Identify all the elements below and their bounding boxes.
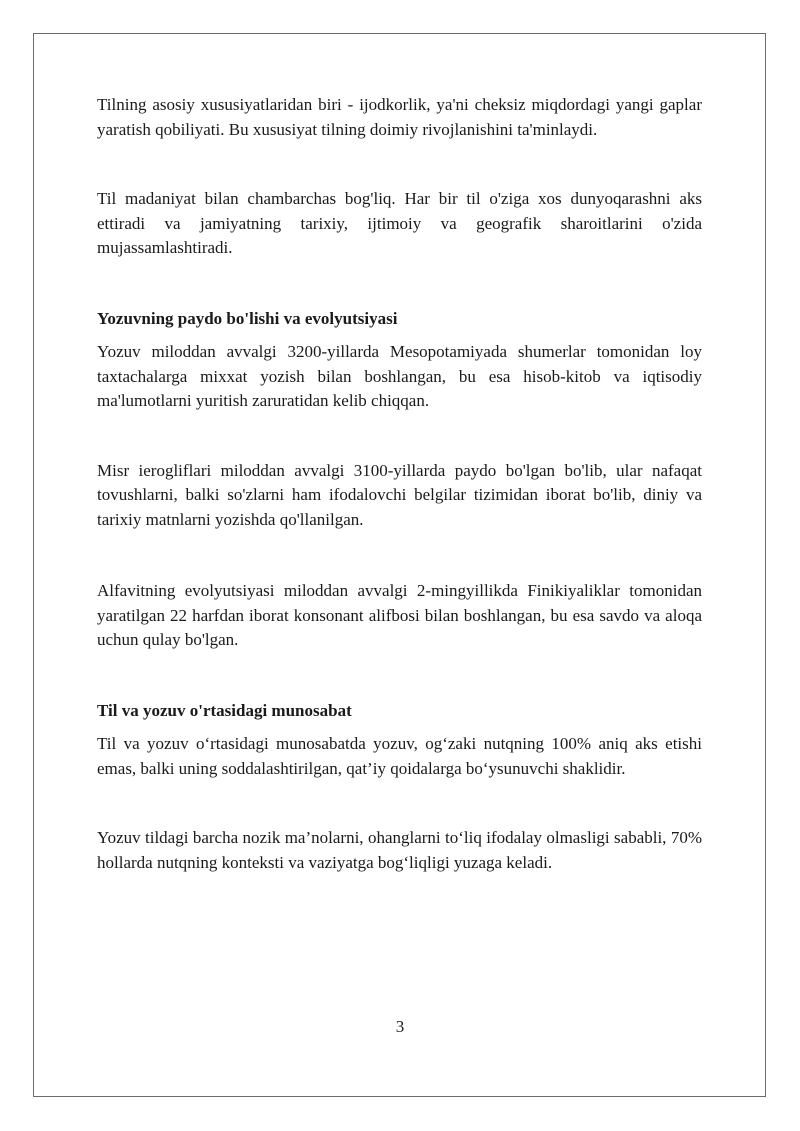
page-number: 3 (395, 1017, 405, 1036)
paragraph-mesopotamia: Yozuv miloddan avvalgi 3200-yillarda Mesopotamiyada shumerlar tomonidan loy taxtachalarga mixxat yozish bilan boshlangan, bu esa hisob-kitob va iqtisodiy ma'lumotlarni yuritish zaruratidan kelib chiqqan. (97, 342, 702, 410)
paragraph-culture: Til madaniyat bilan chambarchas bog'liq. Har bir til o'ziga xos dunyoqarashni aks ettiradi va jamiyatning tarixiy, ijtimoiy va geografik sharoitlarini o'zida mujassamlashtiradi. (97, 189, 702, 257)
paragraph-writing-simplified: Til va yozuv o‘rtasidagi munosabatda yozuv, og‘zaki nutqning 100% aniq aks etishi emas, balki uning soddalashtirilgan, qat’iy qoidalarga bo‘ysunuvchi shaklidir. (97, 734, 702, 778)
paragraph-egypt-hieroglyphs: Misr ierogliflari miloddan avvalgi 3100-yillarda paydo bo'lgan bo'lib, ular nafaqat tovushlarni, balki so'zlarni ham ifodalovchi belgilar tizimidan iborat bo'lib, diniy va tarixiy matnlarni yozishda qo'llanilgan. (97, 460, 702, 529)
section-heading-language-writing-relation: Til va yozuv o'rtasidagi munosabat (97, 700, 352, 720)
paragraph-context-dependence: Yozuv tildagi barcha nozik ma’nolarni, ohanglarni to‘liq ifodalay olmasligi sababli, 70% hollarda nutqning konteksti va vaziyatga bog‘liqligi yuzaga keladi. (97, 828, 702, 872)
section-heading-writing-origin: Yozuvning paydo bo'lishi va evolyutsiyasi (97, 308, 398, 328)
document-body (97, 93, 702, 875)
paragraph-creativity: Tilning asosiy xususiyatlaridan biri - ijodkorlik, ya'ni cheksiz miqdordagi yangi gaplar yaratish qobiliyati. Bu xususiyat tilning doimiy rivojlanishini ta'minlaydi. (97, 95, 702, 139)
paragraph-alphabet-evolution: Alfavitning evolyutsiyasi miloddan avvalgi 2-mingyillikda Finikiyaliklar tomonidan yaratilgan 22 harfdan iborat konsonant alifbosi bilan boshlangan, bu esa savdo va aloqa uchun qulay bo'lgan. (97, 581, 702, 649)
